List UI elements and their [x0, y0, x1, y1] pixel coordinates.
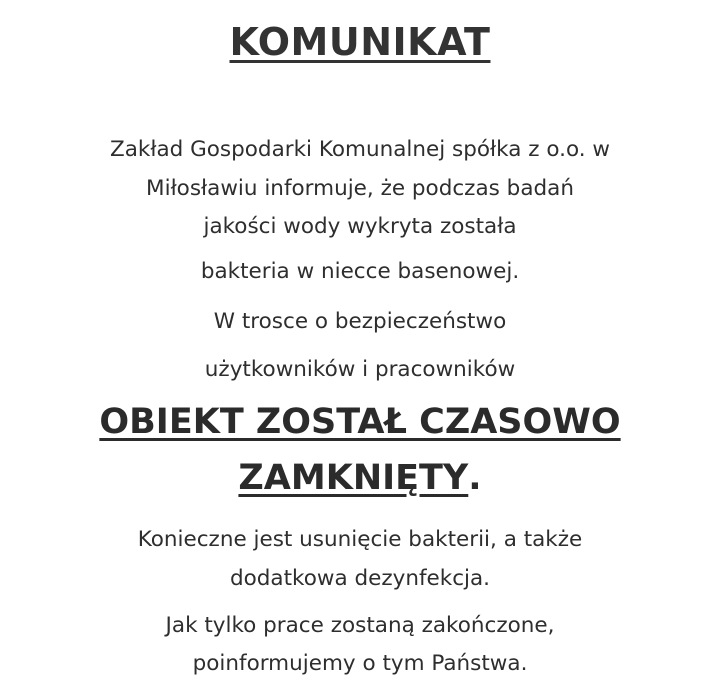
outro-line-1: Konieczne jest usunięcie bakterii, a także: [137, 527, 583, 552]
intro-line-1: Zakład Gospodarki Komunalnej spółka z o.o. w: [109, 137, 610, 162]
closure-headline-line-1: OBIEKT ZOSTAŁ CZASOWO: [99, 402, 621, 442]
intro-line-6: użytkowników i pracowników: [204, 357, 516, 382]
closure-headline-line-2: [0, 458, 720, 498]
closure-headline-word: ZAMKNIĘTY: [238, 458, 469, 498]
closure-headline-period: .: [468, 458, 482, 498]
intro-line-3: jakości wody wykryta została: [203, 214, 517, 239]
intro-line-2: Miłosławiu informuje, że podczas badań: [146, 176, 574, 201]
intro-line-4: bakteria w niecce basenowej.: [200, 259, 520, 284]
outro-line-2: dodatkowa dezynfekcja.: [229, 566, 491, 591]
outro-line-4: poinformujemy o tym Państwa.: [192, 651, 528, 676]
notice-title: KOMUNIKAT: [229, 20, 491, 64]
outro-line-3: Jak tylko prace zostaną zakończone,: [165, 613, 555, 638]
intro-line-5: W trosce o bezpieczeństwo: [213, 309, 507, 334]
